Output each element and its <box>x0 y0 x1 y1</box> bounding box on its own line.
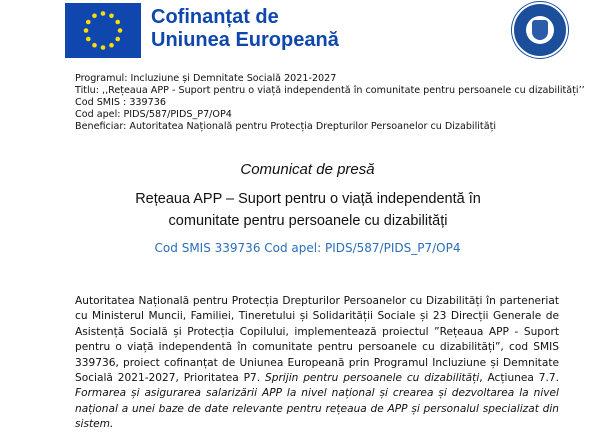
body-text: , Acțiunea 7.7. <box>479 372 559 385</box>
press-release-label: Comunicat de presă <box>240 161 375 178</box>
project-metadata <box>75 73 585 133</box>
star-icon <box>109 43 114 48</box>
body-paragraph <box>75 294 559 433</box>
logo-line-2: Uniunea Europeană <box>151 29 339 51</box>
press-release-title: Rețeaua APP – Suport pentru o viață independentă în comunitate pentru persoanele cu dizabilități <box>135 191 481 229</box>
star-icon <box>92 43 97 48</box>
cofinantat-logo-text <box>151 6 339 52</box>
body-italic: Formarea și asigurarea salarizării APP la nivel național și crearea și dezvoltarea la nivel național a unei baze de date relevante pentru rețeaua de APP și personalul specializat din sistem. <box>75 387 559 431</box>
star-icon <box>92 13 97 18</box>
star-icon <box>101 11 106 16</box>
eu-flag-logo <box>65 3 141 58</box>
meta-cod-apel: Cod apel: PIDS/587/PIDS_P7/OP4 <box>75 109 232 120</box>
guvernul-romaniei-seal <box>512 2 568 58</box>
meta-smis: Cod SMIS : 339736 <box>75 97 166 108</box>
star-icon <box>118 28 123 33</box>
logo-line-1: Cofinanțat de <box>151 6 279 28</box>
star-icon <box>86 20 91 25</box>
body-italic: Sprijin pentru persoanele cu dizabilități <box>265 372 480 385</box>
star-icon <box>115 20 120 25</box>
star-icon <box>86 37 91 42</box>
body-text: Autoritatea Națională pentru Protecția Drepturilor Persoanelor cu Dizabilități în parteneriat cu Ministerul Muncii, Familiei, Tineretului și Solidarității Sociale și 23 Direcții Generale de Asistență Socială și Protecția Copilului, implementează proiectul ”Rețeaua APP - Suport pentru o viață independentă în comunitate pentru persoanele cu dizabilități”, cod SMIS 339736, proiect cofinanțat de Uniunea Europeană prin Programul Incluziune și Demnitate Socială 2021-2027, Prioritatea P7. <box>75 295 559 385</box>
star-icon <box>101 45 106 50</box>
cod-smis-line: Cod SMIS 339736 Cod apel: PIDS/587/PIDS_P7/OP4 <box>154 241 461 255</box>
meta-beneficiar: Beneficiar: Autoritatea Națională pentru Protecția Drepturilor Persoanelor cu Dizabilități <box>75 121 496 132</box>
star-icon <box>109 13 114 18</box>
meta-title: Titlu: ,,Rețeaua APP - Suport pentru o viață independentă în comunitate pentru persoanele cu dizabilități’’ <box>75 85 585 96</box>
star-icon <box>115 37 120 42</box>
meta-program: Programul: Incluziune și Demnitate Socială 2021-2027 <box>75 73 337 84</box>
star-icon <box>84 28 89 33</box>
